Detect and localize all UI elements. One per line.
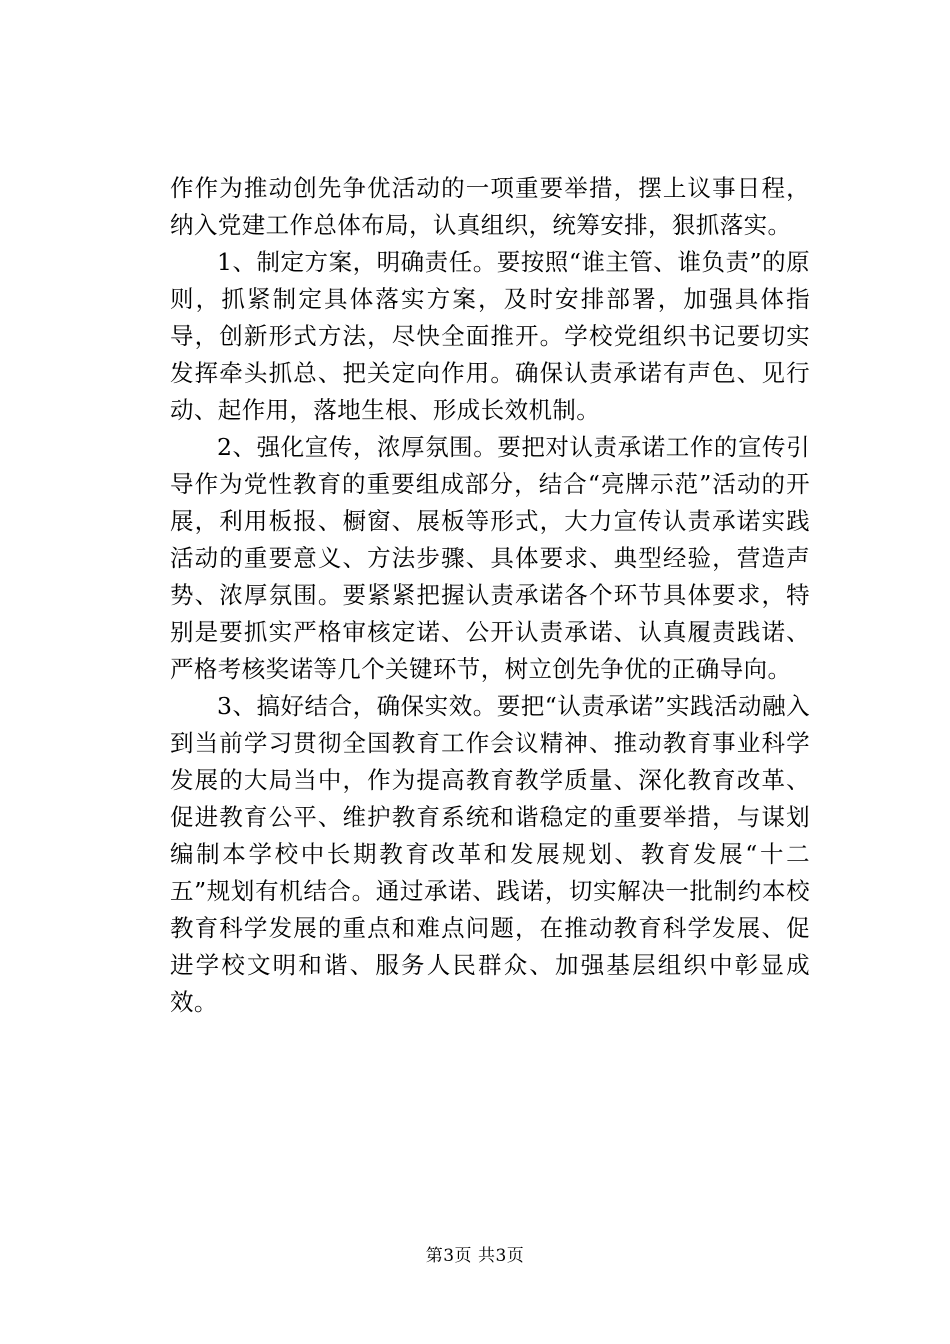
- page-footer: 第3页 共3页: [425, 1246, 525, 1266]
- document-body: [170, 170, 810, 1021]
- paragraph-continuation: 作作为推动创先争优活动的一项重要举措，摆上议事日程，纳入党建工作总体布局，认真组织，统筹安排，狠抓落实。: [170, 174, 810, 239]
- paragraph-publicity: 2、强化宣传，浓厚氛围。要把对认责承诺工作的宣传引导作为党性教育的重要组成部分，结合“亮牌示范”活动的开展，利用板报、橱窗、展板等形式，大力宣传认责承诺实践活动的重要意义、方法步骤、具体要求、典型经验，营造声势、浓厚氛围。要紧紧把握认责承诺各个环节具体要求，特别是要抓实严格审核定诺、公开认责承诺、认真履责践诺、严格考核奖诺等几个关键环节，树立创先争优的正确导向。: [170, 433, 810, 683]
- paragraph-plan-responsibility: 1、制定方案，明确责任。要按照“谁主管、谁负责”的原则，抓紧制定具体落实方案，及时安排部署，加强具体指导，创新形式方法，尽快全面推开。学校党组织书记要切实发挥牵头抓总、把关定向作用。确保认责承诺有声色、见行动、起作用，落地生根、形成长效机制。: [170, 248, 810, 424]
- paragraph-integration: 3、搞好结合，确保实效。要把“认责承诺”实践活动融入到当前学习贯彻全国教育工作会议精神、推动教育事业科学发展的大局当中，作为提高教育教学质量、深化教育改革、促进教育公平、维护教育系统和谐稳定的重要举措，与谋划编制本学校中长期教育改革和发展规划、教育发展“十二五”规划有机结合。通过承诺、践诺，切实解决一批制约本校教育科学发展的重点和难点问题，在推动教育科学发展、促进学校文明和谐、服务人民群众、加强基层组织中彰显成效。: [170, 692, 810, 1016]
